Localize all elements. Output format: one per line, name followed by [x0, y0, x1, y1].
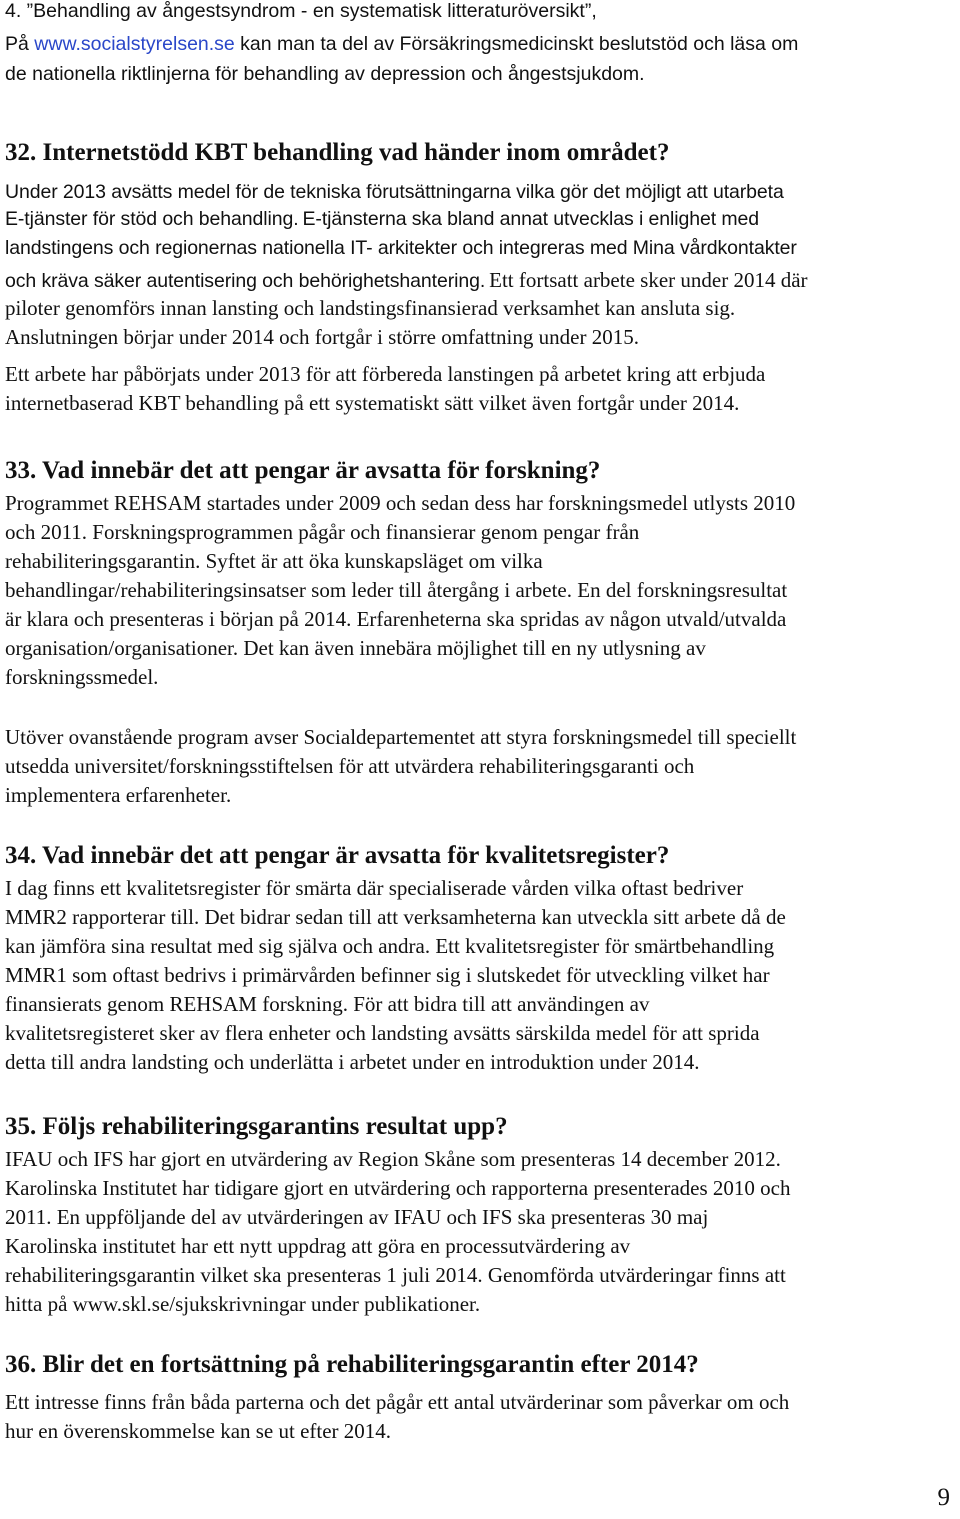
body-line: hitta på www.skl.se/sjukskrivningar under publikationer.	[5, 1292, 481, 1316]
body-line: forskningssmedel.	[5, 665, 159, 689]
body-line: hur en överenskommelse kan se ut efter 2014.	[5, 1419, 392, 1443]
body-line: Under 2013 avsätts medel för de tekniska förutsättningarna vilka gör det möjligt att utarbeta	[5, 181, 784, 203]
body-line: är klara och presenteras i början på 2014. Erfarenheterna ska spridas av någon utvald/utvalda	[5, 607, 787, 631]
body-line: implementera erfarenheter.	[5, 783, 232, 807]
body-line: I dag finns ett kvalitetsregister för smärta där specialiserade vården vilka oftast bedriver	[5, 876, 744, 900]
body-line: Karolinska institutet har ett nytt uppdrag att göra en processutvärdering av	[5, 1234, 631, 1258]
body-line: Programmet REHSAM startades under 2009 och sedan dess har forskningsmedel utlysts 2010	[5, 491, 796, 515]
body-line: MMR1 som oftast bedrivs i primärvården befinner sig i slutskedet för utveckling vilket har	[5, 963, 770, 987]
body-line: detta till andra landsting och underlätta i arbetet under en introduktion under 2014.	[5, 1050, 700, 1074]
body-line: landstingens och regionernas nationella IT- arkitekter och integreras med Mina vårdkontakter	[5, 237, 797, 259]
body-line: rehabiliteringsgarantin vilket ska presenteras 1 juli 2014. Genomförda utvärderingar finns att	[5, 1263, 786, 1287]
body-line: kvalitetsregisteret sker av flera enheter och landsting avsätts särskilda medel för att sprida	[5, 1021, 760, 1045]
section-heading-35: 35. Följs rehabiliteringsgarantins resultat upp?	[5, 1113, 508, 1140]
body-line: Anslutningen börjar under 2014 och fortgår i större omfattning under 2015.	[5, 325, 639, 349]
body-line: MMR2 rapporterar till. Det bidrar sedan till att verksamheterna kan utveckla sitt arbete då de	[5, 905, 786, 929]
section-heading-36: 36. Blir det en fortsättning på rehabiliteringsgarantin efter 2014?	[5, 1351, 699, 1378]
body-line-part: E-tjänsterna ska bland annat utvecklas i enlighet med	[302, 208, 759, 230]
body-line: internetbaserad KBT behandling på ett systematiskt sätt vilket även fortgår under 2014.	[5, 391, 740, 415]
socialstyrelsen-link[interactable]: www.socialstyrelsen.se	[34, 33, 235, 55]
body-line: Utöver ovanstående program avser Socialdepartementet att styra forskningsmedel till speciellt	[5, 725, 797, 749]
body-line: Karolinska Institutet har tidigare gjort en utvärdering och rapporterna presenterades 2010 och	[5, 1176, 791, 1200]
page-number: 9	[937, 1484, 950, 1511]
body-line-part: Ett fortsatt arbete sker under 2014 där	[489, 268, 808, 292]
body-line: Ett arbete har påbörjats under 2013 för att förbereda lanstingen på arbetet kring att erbjuda	[5, 362, 766, 386]
section-heading-34: 34. Vad innebär det att pengar är avsatta för kvalitetsregister?	[5, 842, 670, 869]
section-heading-32: 32. Internetstödd KBT behandling vad händer inom området?	[5, 139, 670, 166]
intro-line: de nationella riktlinjerna för behandling av depression och ångestsjukdom.	[5, 63, 645, 85]
body-line	[5, 268, 808, 293]
body-line-part: E-tjänster för stöd och behandling.	[5, 208, 299, 230]
body-line: rehabiliteringsgarantin. Syftet är att öka kunskapsläget om vilka	[5, 549, 543, 573]
body-line: utsedda universitet/forskningsstiftelsen för att utvärdera rehabiliteringsgaranti och	[5, 754, 695, 778]
body-line: finansierats genom REHSAM forskning. För att bidra till att användingen av	[5, 992, 650, 1016]
intro-line	[5, 33, 798, 56]
section-heading-33: 33. Vad innebär det att pengar är avsatta för forskning?	[5, 457, 601, 484]
body-line: kan jämföra sina resultat med sig själva och andra. Ett kvalitetsregister för smärtbehandling	[5, 934, 775, 958]
body-line: piloter genomförs innan lansting och landstingsfinansierad verksamhet kan ansluta sig.	[5, 296, 736, 320]
body-line: behandlingar/rehabiliteringsinsatser som leder till återgång i arbete. En del forskningsresultat	[5, 578, 788, 602]
intro-text-start: På	[5, 33, 35, 55]
body-line: Ett intresse finns från båda parterna och det pågår ett antal utvärderinar som påverkar om och	[5, 1390, 790, 1414]
reference-item: 4. ”Behandling av ångestsyndrom - en systematisk litteraturöversikt”,	[5, 0, 597, 22]
body-line: 2011. En uppföljande del av utvärderingen av IFAU och IFS ska presenteras 30 maj	[5, 1205, 709, 1229]
body-line: och 2011. Forskningsprogrammen pågår och finansierar genom pengar från	[5, 520, 640, 544]
body-line	[5, 208, 759, 231]
intro-text-end: kan man ta del av Försäkringsmedicinskt beslutstöd och läsa om	[234, 33, 799, 55]
body-line-part: och kräva säker autentisering och behörighetshantering.	[5, 270, 486, 292]
body-line: IFAU och IFS har gjort en utvärdering av Region Skåne som presenteras 14 december 2012.	[5, 1147, 781, 1171]
body-line: organisation/organisationer. Det kan även innebära möjlighet till en ny utlysning av	[5, 636, 706, 660]
